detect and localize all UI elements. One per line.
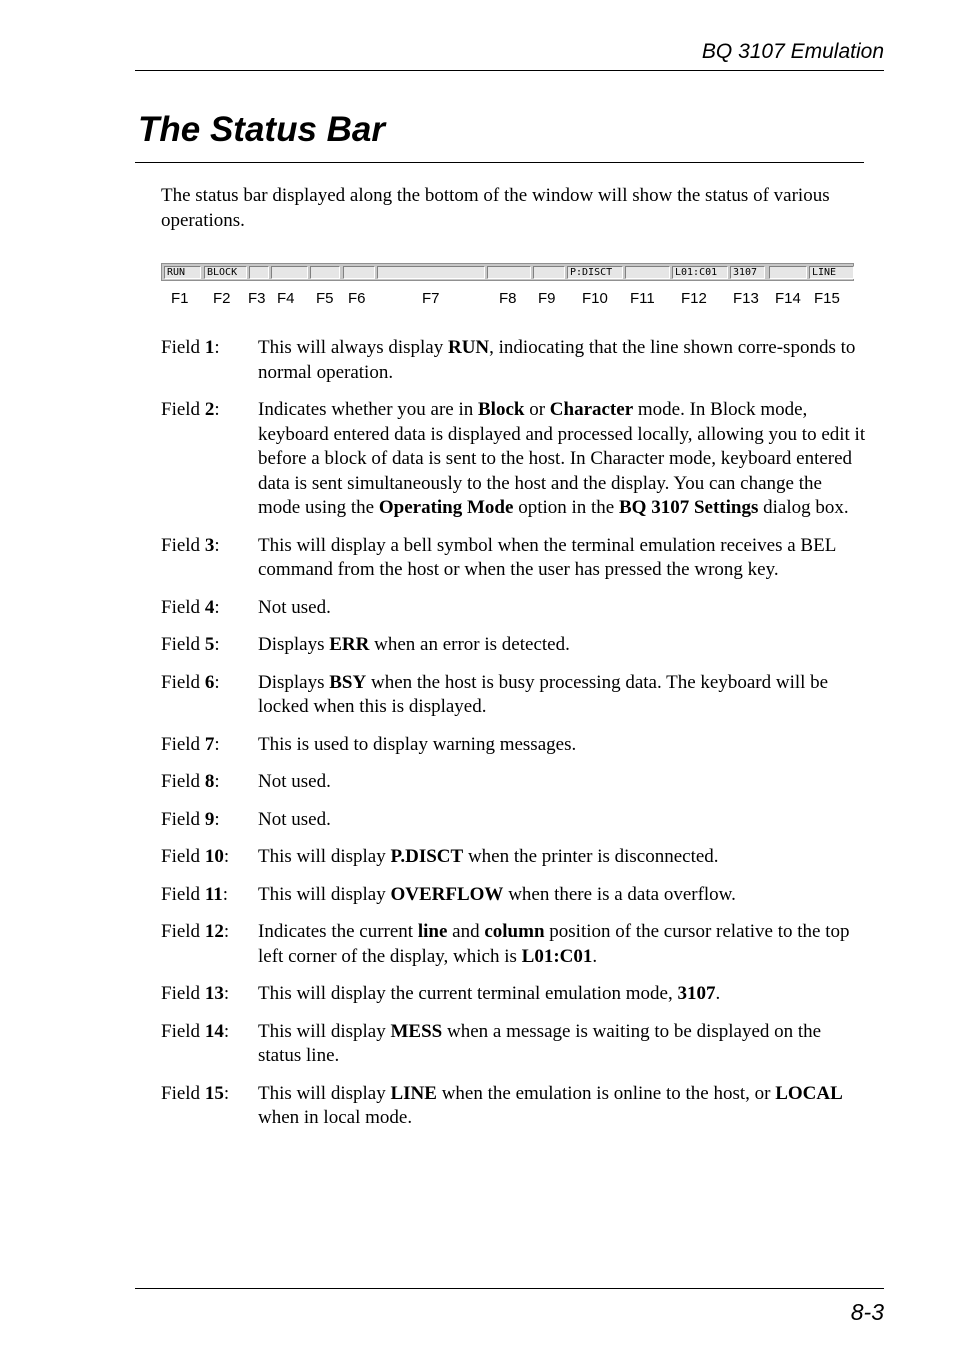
field-number: 3 xyxy=(204,534,215,556)
status-field-4 xyxy=(271,266,308,279)
function-key-label: F5 xyxy=(316,290,334,307)
status-field-1: RUN xyxy=(164,266,201,279)
status-field-6 xyxy=(343,266,375,279)
status-field-15: LINE xyxy=(809,266,854,279)
status-field-9 xyxy=(533,266,565,279)
function-key-label: F15 xyxy=(814,290,840,307)
status-field-7 xyxy=(377,266,485,279)
field-number: 15 xyxy=(204,1082,224,1104)
field-number: 8 xyxy=(204,771,215,792)
status-field-10: P:DISCT xyxy=(567,266,623,279)
status-field-5 xyxy=(310,266,340,279)
field-item xyxy=(161,534,866,583)
field-number: 1 xyxy=(204,337,215,358)
function-key-label: F3 xyxy=(248,290,266,307)
field-number: 9 xyxy=(204,808,215,830)
field-item xyxy=(161,1020,866,1069)
field-label: Field 10: xyxy=(161,846,230,867)
field-item xyxy=(161,920,866,969)
status-field-3 xyxy=(249,266,269,279)
field-item xyxy=(161,633,866,658)
field-item xyxy=(161,808,866,833)
title-rule xyxy=(135,162,864,163)
field-number: 11 xyxy=(204,883,223,905)
field-description: Not used. xyxy=(258,596,331,618)
field-item xyxy=(161,336,866,385)
field-label: Field 2: xyxy=(161,399,220,420)
field-number: 10 xyxy=(204,846,224,867)
field-item xyxy=(161,883,866,908)
field-description: This will display P.DISCT when the printer is disconnected. xyxy=(258,846,719,867)
field-label: Field 14: xyxy=(161,1020,230,1042)
field-description: This is used to display warning messages. xyxy=(258,733,577,755)
field-descriptions xyxy=(161,336,866,1144)
status-field-13: 3107 xyxy=(730,266,765,279)
field-label: Field 3: xyxy=(161,534,220,556)
function-key-label: F13 xyxy=(733,290,759,307)
status-field-2: BLOCK xyxy=(204,266,247,279)
field-item xyxy=(161,671,866,720)
function-key-label: F12 xyxy=(681,290,707,307)
field-description: This will display OVERFLOW when there is a data overflow. xyxy=(258,883,736,905)
field-label: Field 15: xyxy=(161,1082,230,1104)
field-item xyxy=(161,596,866,621)
field-label: Field 5: xyxy=(161,634,220,655)
field-number: 7 xyxy=(204,733,215,755)
field-number: 4 xyxy=(204,596,215,618)
field-description: Indicates the current line and column position of the cursor relative to the top left corner of the display, which is L01:C01. xyxy=(258,921,850,967)
field-number: 2 xyxy=(204,399,215,420)
field-item xyxy=(161,982,866,1007)
function-key-label: F1 xyxy=(171,290,189,307)
field-description: Not used. xyxy=(258,771,331,792)
field-number: 14 xyxy=(204,1020,224,1042)
field-description: This will display a bell symbol when the terminal emulation receives a BEL command from the host or when the user has pressed the wrong key. xyxy=(258,534,836,580)
field-description: Not used. xyxy=(258,808,331,830)
field-label: Field 11: xyxy=(161,883,229,905)
field-label: Field 8: xyxy=(161,771,220,792)
running-header: BQ 3107 Emulation xyxy=(701,40,884,63)
function-key-label: F7 xyxy=(422,290,440,307)
field-description: This will display MESS when a message is waiting to be displayed on the status line. xyxy=(258,1020,822,1066)
field-item xyxy=(161,1082,866,1131)
field-item xyxy=(161,845,866,870)
function-key-label: F9 xyxy=(538,290,556,307)
field-label: Field 1: xyxy=(161,337,220,358)
section-title: The Status Bar xyxy=(138,110,385,149)
field-label: Field 7: xyxy=(161,733,220,755)
intro-paragraph: The status bar displayed along the bottom of the window will show the status of various operations. xyxy=(161,185,830,231)
field-label: Field 9: xyxy=(161,808,220,830)
field-number: 5 xyxy=(204,634,215,655)
page-number: 8-3 xyxy=(850,1299,884,1325)
header-rule xyxy=(135,70,884,71)
function-key-label: F10 xyxy=(582,290,608,307)
field-number: 12 xyxy=(204,921,224,942)
status-field-8 xyxy=(487,266,531,279)
field-label: Field 12: xyxy=(161,921,230,942)
status-field-14 xyxy=(769,266,807,279)
status-bar-illustration xyxy=(161,263,854,281)
footer-rule xyxy=(135,1288,884,1289)
function-key-label: F14 xyxy=(775,290,801,307)
function-key-label: F4 xyxy=(277,290,295,307)
field-item xyxy=(161,733,866,758)
field-label: Field 13: xyxy=(161,983,230,1004)
status-field-12: L01:C01 xyxy=(672,266,728,279)
field-description: Indicates whether you are in Block or Character mode. In Block mode, keyboard entered data is displayed and processed locally, allowing you to edit it before a block of data is sent to the host. In Character mode, keyboard entered data is sent simultaneously to the host and the display. You can change the mode using the Operating Mode option in the BQ 3107 Settings dialog box. xyxy=(258,399,866,518)
field-description: Displays ERR when an error is detected. xyxy=(258,634,570,655)
function-key-label: F6 xyxy=(348,290,366,307)
status-field-11 xyxy=(625,266,670,279)
field-number: 6 xyxy=(204,671,215,693)
function-key-label: F2 xyxy=(213,290,231,307)
field-label: Field 6: xyxy=(161,671,220,693)
field-description: This will display the current terminal emulation mode, 3107. xyxy=(258,983,721,1004)
field-number: 13 xyxy=(204,983,224,1004)
field-description: Displays BSY when the host is busy processing data. The keyboard will be locked when this is displayed. xyxy=(258,671,829,717)
field-item xyxy=(161,398,866,521)
field-description: This will display LINE when the emulation is online to the host, or LOCAL when in local mode. xyxy=(258,1082,843,1128)
function-key-label: F8 xyxy=(499,290,517,307)
field-label: Field 4: xyxy=(161,596,220,618)
field-item xyxy=(161,770,866,795)
field-description: This will always display RUN, indiocating that the line shown corre-sponds to normal operation. xyxy=(258,337,856,383)
function-key-label: F11 xyxy=(630,290,655,307)
